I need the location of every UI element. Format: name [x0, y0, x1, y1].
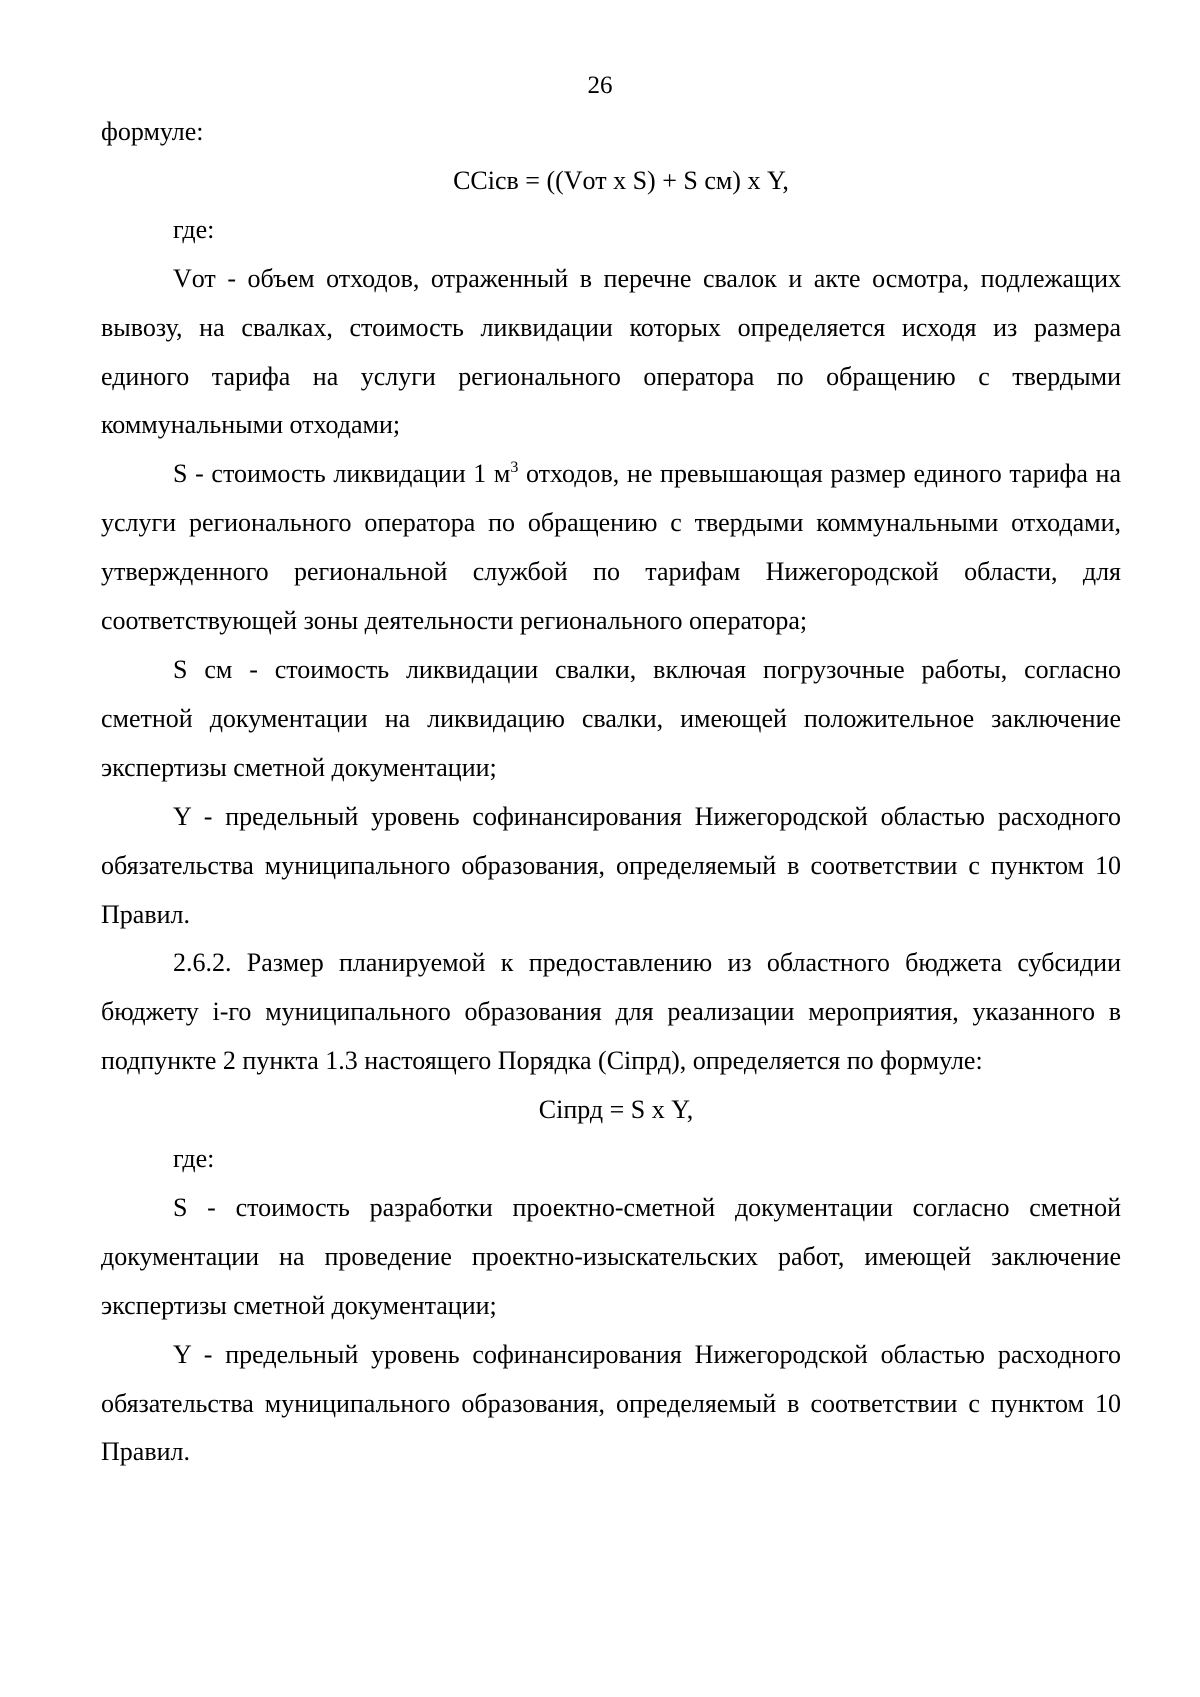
- page-number: 26: [587, 72, 613, 99]
- lead-line: формуле:: [101, 117, 204, 146]
- cubic-exponent: 3: [510, 459, 519, 477]
- paragraph-2-6-2: 2.6.2. Размер планируемой к предоставлению из областного бюджета субсидии бюджету i-го муниципального образования для реализации мероприятия, указанного в подпункте 2 пункта 1.3 настоящего Порядка (Сiпрд), определяется по формуле:: [101, 948, 1121, 1076]
- definition-s-design-cost: S - стоимость разработки проектно-сметной документации согласно сметной документации на проведение проектно-изыскательских работ, имеющей заключение экспертизы сметной документации;: [101, 1192, 1121, 1320]
- where-label-second: где:: [173, 1144, 215, 1174]
- formula-ccisv: ССiсв = ((Vот х S) + S см) х Y,: [453, 165, 789, 195]
- where-label: где:: [173, 214, 215, 244]
- definition-s-text-before: S - стоимость ликвидации 1 м: [173, 459, 511, 489]
- definition-s-text-after: отходов, не превышающая размер единого тарифа на услуги регионального оператора по обращению с твердыми коммунальными отходами, утвержденного региональной службой по тарифам Нижегородской области, для соответствующей зоны деятельности регионального оператора;: [101, 459, 1121, 636]
- document-body: [101, 108, 1121, 1477]
- definition-s-cost-per-m3: [101, 450, 1121, 646]
- definition-vot: Vот - объем отходов, отраженный в перечне свалок и акте осмотра, подлежащих вывозу, на свалках, стоимость ликвидации которых определяется исходя из размера единого тарифа на услуги регионального оператора по обращению с твердыми коммунальными отходами;: [101, 263, 1121, 440]
- definition-y-second: Y - предельный уровень софинансирования Нижегородской областью расходного обязательства муниципального образования, определяемый в соответствии с пунктом 10 Правил.: [101, 1339, 1121, 1467]
- definition-y-first: Y - предельный уровень софинансирования Нижегородской областью расходного обязательства муниципального образования, определяемый в соответствии с пунктом 10 Правил.: [101, 801, 1121, 929]
- definition-s-cm: S см - стоимость ликвидации свалки, включая погрузочные работы, согласно сметной документации на ликвидацию свалки, имеющей положительное заключение экспертизы сметной документации;: [101, 654, 1121, 782]
- formula-ciprd: Сiпрд = S х Y,: [538, 1095, 694, 1125]
